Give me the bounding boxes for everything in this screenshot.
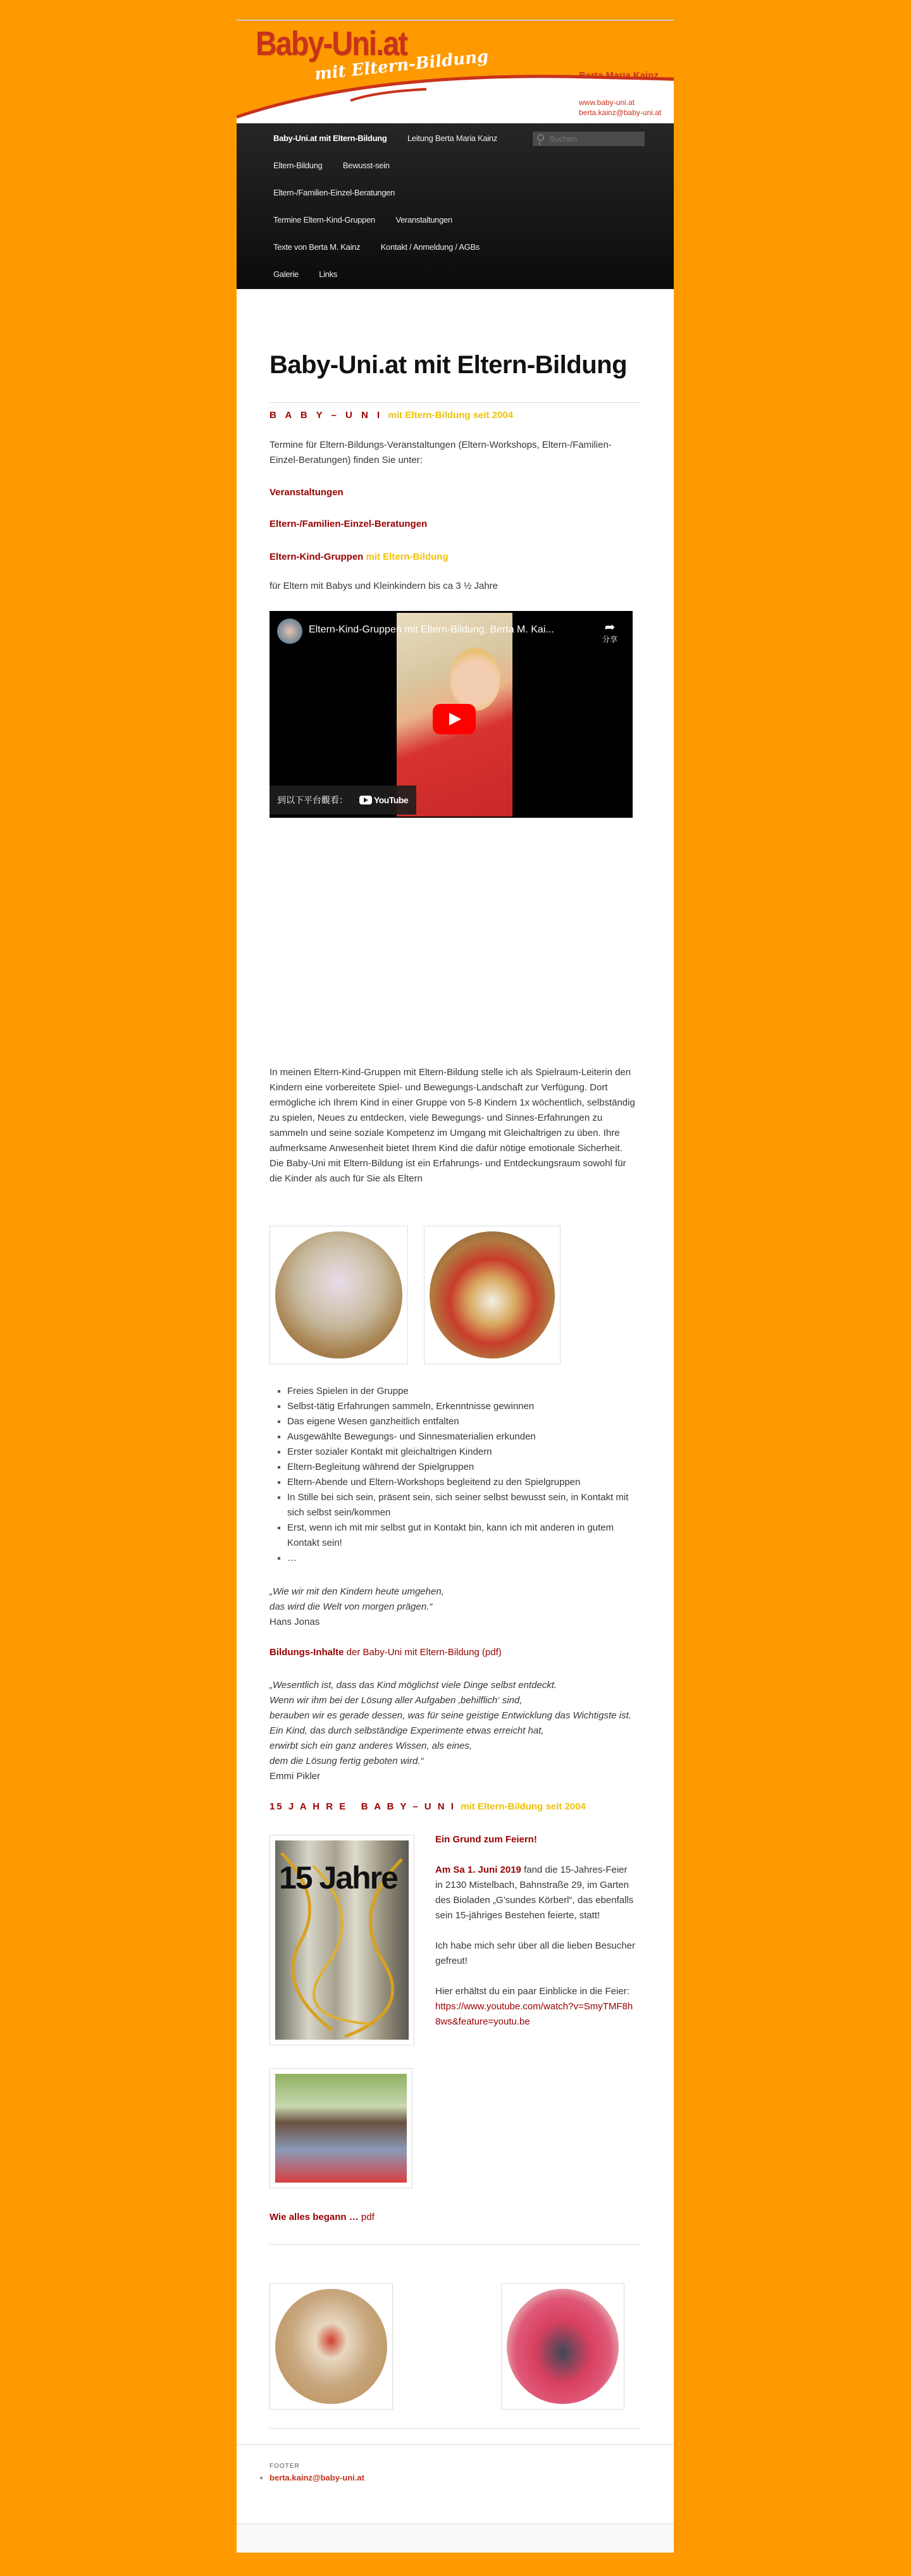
divider — [270, 402, 641, 403]
list-item: ▪ Erster sozialer Kontakt mit gleichaltrigen Kindern — [287, 1445, 636, 1460]
quote-author: Hans Jonas — [270, 1617, 320, 1627]
intro-text: Termine für Eltern-Bildungs-Veranstaltungen (Eltern-Workshops, Eltern-/Familien-Einzel-Beratungen) finden Sie unter: — [270, 440, 612, 465]
list-item: ▪ Ausgewählte Bewegungs- und Sinnesmaterialien erkunden — [287, 1429, 636, 1445]
footer-email-link[interactable]: berta.kainz@baby-uni.at — [270, 2473, 364, 2482]
photo-child-climbing — [270, 1226, 408, 1364]
nav-item-texte[interactable]: Texte von Berta M. Kainz — [273, 242, 361, 252]
history-link[interactable] — [270, 2210, 641, 2225]
channel-avatar[interactable] — [277, 619, 302, 644]
list-item: ▪ In Stille bei sich sein, präsent sein, sich seiner selbst bewusst sein, in Kontakt mit sich selbst sein/kommen — [287, 1490, 636, 1520]
search-input[interactable] — [531, 130, 646, 147]
quote-line: berauben wir es gerade dessen, was für seine geistige Entwicklung das Wichtigste ist. — [270, 1710, 631, 1721]
contact-name: Berta Maria Kainz — [579, 70, 659, 81]
quote-line: „Wie wir mit den Kindern heute umgehen, — [270, 1586, 444, 1597]
event-text: fand die 15-Jahres-Feier in 2130 Mistelbach, Bahnstraße 29, im Garten des Bioladen „G’sundes Körberl“, das ebenfalls sein 15-jähriges Bestehen feierte, statt! — [435, 1864, 634, 1921]
anniversary-since: mit Eltern-Bildung seit 2004 — [461, 1801, 586, 1812]
video-thumbnail-face — [450, 648, 500, 711]
anniversary-title: 15 J A H R E B A B Y – U N I — [270, 1801, 456, 1812]
anniversary-image — [270, 1835, 414, 2045]
photo-child-stacking — [501, 2283, 624, 2410]
groups-heading — [270, 550, 641, 565]
nav-item-home[interactable]: Baby-Uni.at mit Eltern-Bildung — [273, 133, 387, 143]
quote-line: erwirbt sich ein ganz anderes Wissen, als eines, — [270, 1741, 473, 1751]
groups-description: In meinen Eltern-Kind-Gruppen mit Eltern-Bildung stelle ich als Spielraum-Leiterin den Kindern eine vorbereitete Spiel- und Bewegungs-Landschaft zur Verfügung. Dort ermögliche ich Ihrem Kind in einer Gruppe von 5-8 Kindern 1x wöchentlich, selbständig zu spielen, Neues zu entdecken, viele Bewegungs- und Sinnes-Erfahrungen zu sammeln und seine soziale Kompetenz im Umgang mit Gleichaltrigen zu üben. Ihre aufmerksame Anwesenheit bietet Ihrem Kind die dafür nötige emotionale Sicherheit. — [270, 1067, 635, 1154]
site-logo[interactable]: Baby-Uni.at — [256, 25, 407, 63]
play-button[interactable] — [433, 704, 476, 734]
main-nav — [237, 123, 674, 289]
share-label: 分享 — [602, 635, 617, 644]
anniversary-image-text: 15 Jahre — [279, 1860, 397, 1895]
search-icon — [537, 134, 544, 141]
photo-berta-kainz — [270, 2068, 412, 2188]
nav-item-leitung[interactable]: Leitung Berta Maria Kainz — [407, 133, 498, 143]
link-beratungen[interactable]: Eltern-/Familien-Einzel-Beratungen — [270, 519, 428, 529]
nav-item-termine[interactable]: Termine Eltern-Kind-Gruppen — [273, 215, 375, 225]
watch-on-youtube-bar[interactable] — [270, 786, 416, 815]
site-footer-bar — [237, 2524, 674, 2553]
share-button[interactable] — [598, 621, 621, 644]
history-pdf[interactable]: pdf — [361, 2212, 375, 2222]
quote-author: Emmi Pikler — [270, 1771, 321, 1782]
nav-item-veranstaltungen[interactable]: Veranstaltungen — [395, 215, 452, 225]
divider — [270, 2428, 641, 2429]
quote-line: „Wesentlich ist, dass das Kind möglichst viele Dinge selbst entdeckt. — [270, 1680, 557, 1691]
page — [237, 20, 674, 2553]
history-label[interactable]: Wie alles begann … — [270, 2212, 359, 2222]
list-item: ▪ Eltern-Begleitung während der Spielgruppen — [287, 1460, 636, 1475]
thanks-text: Ich habe mich sehr über all die lieben Besucher gefreut! — [435, 1940, 636, 1966]
photo-children-table — [424, 1226, 561, 1364]
site-header[interactable] — [237, 21, 674, 123]
photo-babies-playing — [270, 2283, 393, 2410]
nav-item-kontakt[interactable]: Kontakt / Anmeldung / AGBs — [380, 242, 480, 252]
list-item: ▪ Selbst-tätig Erfahrungen sammeln, Erkenntnisse gewinnen — [287, 1399, 636, 1414]
nav-item-eltern-bildung[interactable]: Eltern-Bildung — [273, 161, 323, 170]
bildungs-inhalte-link[interactable] — [270, 1645, 641, 1660]
youtube-icon — [359, 796, 372, 804]
groups-subtitle: mit Eltern-Bildung — [366, 552, 449, 562]
nav-item-links[interactable]: Links — [319, 269, 338, 279]
video-title[interactable]: Eltern-Kind-Gruppen mit Eltern-Bildung, Berta M. Kai... — [309, 624, 554, 635]
tagline-since: mit Eltern-Bildung seit 2004 — [388, 410, 514, 421]
tagline — [270, 408, 641, 423]
page-title: Baby-Uni.at mit Eltern-Bildung — [270, 351, 627, 379]
youtube-video-embed[interactable] — [270, 611, 633, 818]
tagline-brand: B A B Y – U N I — [270, 410, 383, 421]
list-item: ▪ Freies Spielen in der Gruppe — [287, 1384, 636, 1399]
celebration-heading: Ein Grund zum Feiern! — [435, 1834, 537, 1845]
site-logo-subtitle: mit Eltern-Bildung — [313, 47, 490, 84]
watch-on-label: 到以下平台觀看： — [277, 795, 348, 805]
search-placeholder: Suchen — [549, 134, 578, 144]
youtube-logo — [359, 786, 408, 815]
link-veranstaltungen[interactable]: Veranstaltungen — [270, 487, 344, 498]
youtube-link[interactable]: https://www.youtube.com/watch?v=SmyTMF8h8ws&feature=youtu.be — [435, 2001, 633, 2027]
footer-heading: FOOTER — [270, 2463, 300, 2470]
nav-item-galerie[interactable]: Galerie — [273, 269, 299, 279]
youtube-label: YouTube — [373, 795, 409, 805]
nav-item-beratungen[interactable]: Eltern-/Familien-Einzel-Beratungen — [273, 188, 395, 197]
bildungs-inhalte-pdf[interactable]: der Baby-Uni mit Eltern-Bildung (pdf) — [346, 1647, 502, 1658]
groups-description-block — [270, 1065, 636, 1186]
quote-jonas — [270, 1584, 641, 1630]
list-item: ▪ Eltern-Abende und Eltern-Workshops begleitend zu den Spielgruppen — [287, 1475, 636, 1490]
age-text: für Eltern mit Babys und Kleinkindern bis ca 3 ½ Jahre — [270, 581, 499, 591]
groups-description-2: Die Baby-Uni mit Eltern-Bildung ist ein Erfahrungs- und Entdeckungsraum sowohl für die Kinder als auch für Sie als Eltern — [270, 1158, 626, 1184]
insights-text: Hier erhältst du ein paar Einblicke in die Feier: — [435, 1986, 629, 1997]
bildungs-inhalte-label[interactable]: Bildungs-Inhalte — [270, 1647, 344, 1658]
list-item: ▪ … — [287, 1551, 636, 1566]
share-icon: ➦ — [604, 620, 616, 634]
celebration-text — [435, 1832, 636, 2030]
quote-line: Wenn wir ihm bei der Lösung aller Aufgaben ‚behilflich‘ sind, — [270, 1695, 523, 1706]
list-item: ▪ Das eigene Wesen ganzheitlich entfalten — [287, 1414, 636, 1429]
contact-website[interactable]: www.baby-uni.at — [579, 98, 635, 107]
anniversary-heading — [270, 1799, 641, 1815]
nav-item-bewusst-sein[interactable]: Bewusst-sein — [342, 161, 390, 170]
quote-line: das wird die Welt von morgen prägen.“ — [270, 1601, 433, 1612]
contact-phone: Telefon: 0664 1251575 — [579, 83, 657, 92]
quote-pikler — [270, 1678, 668, 1784]
contact-email[interactable]: berta.kainz@baby-uni.at — [579, 108, 662, 117]
event-paragraph — [435, 1863, 636, 1923]
link-eltern-kind-gruppen[interactable]: Eltern-Kind-Gruppen — [270, 552, 364, 562]
list-item: ▪ Erst, wenn ich mit mir selbst gut in Kontakt bin, kann ich mit anderen in gutem Kontakt sein! — [287, 1520, 636, 1551]
activities-list — [270, 1384, 636, 1566]
quote-line: Ein Kind, das durch selbständige Experimente etwas erreicht hat, — [270, 1725, 544, 1736]
event-date: Am Sa 1. Juni 2019 — [435, 1864, 521, 1875]
quote-line: dem die Lösung fertig geboten wird.“ — [270, 1756, 424, 1766]
footer-widgets — [237, 2444, 674, 2524]
divider — [270, 2244, 641, 2245]
